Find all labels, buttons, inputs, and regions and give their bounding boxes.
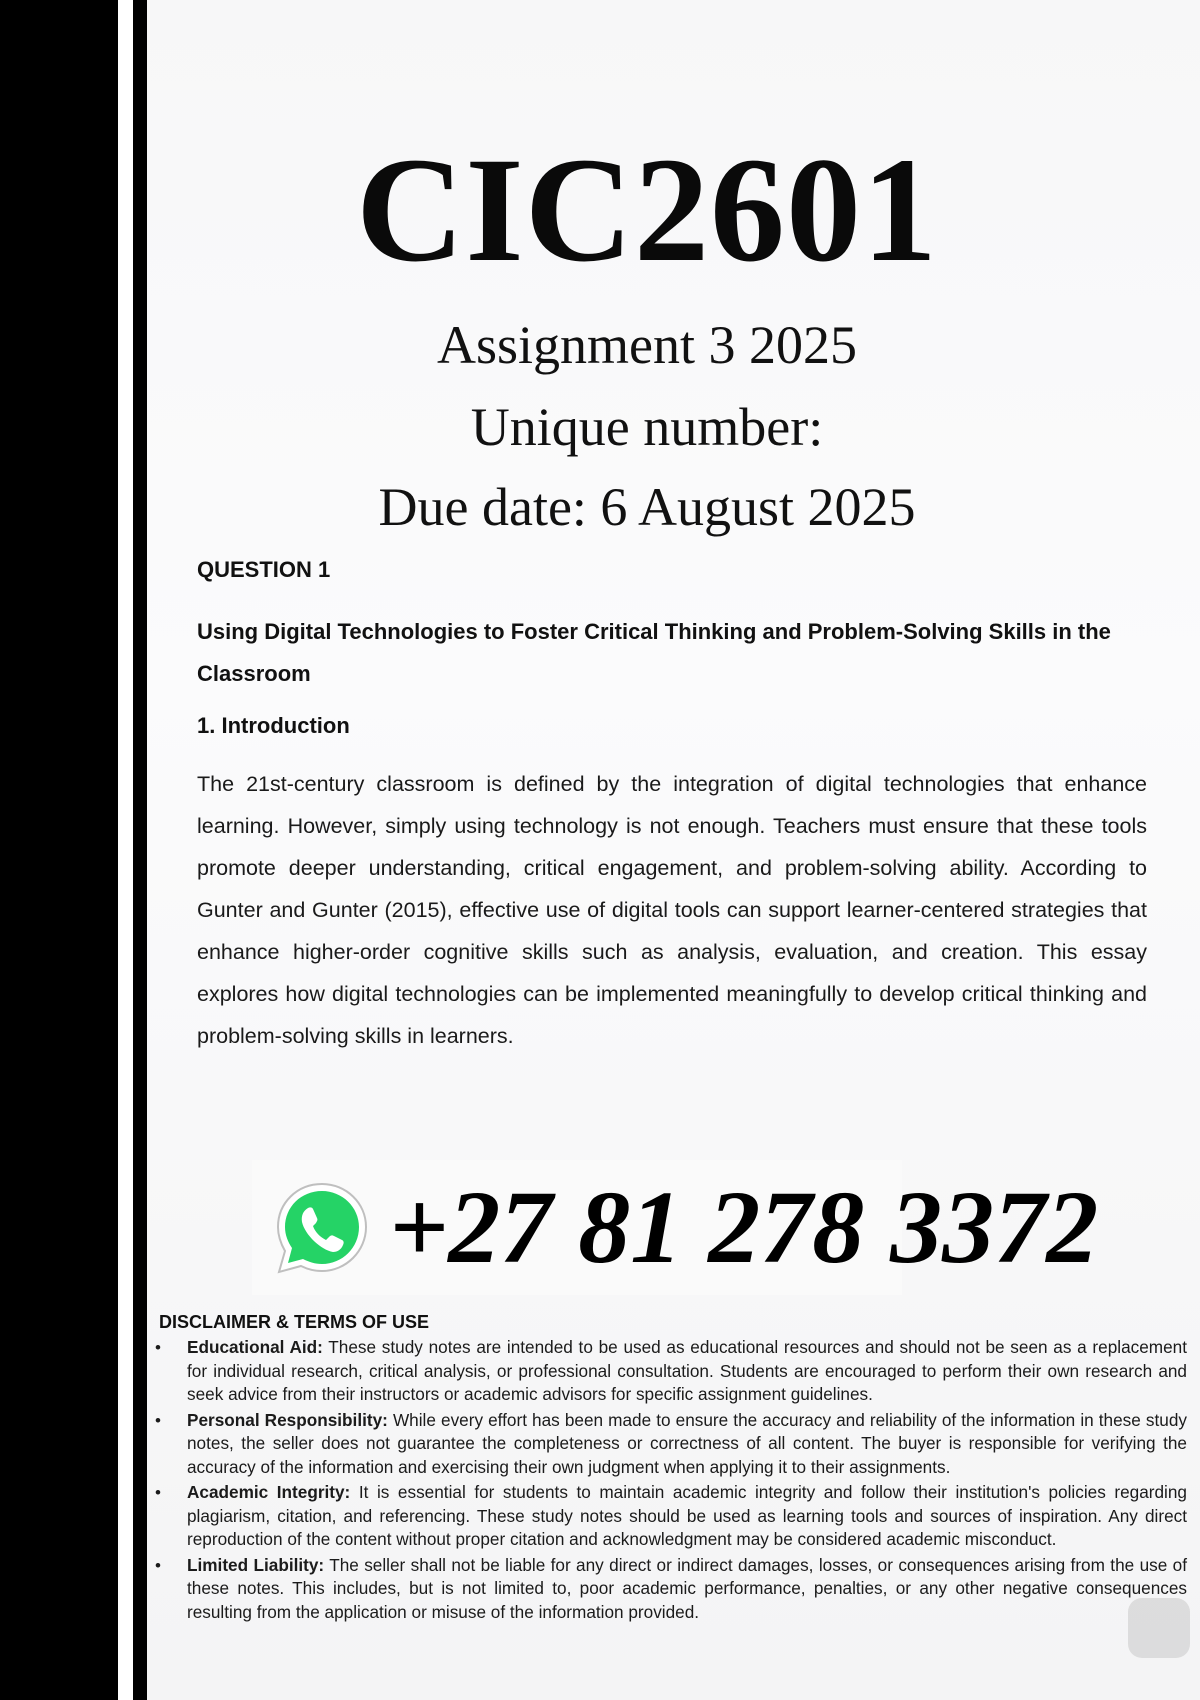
whatsapp-icon (272, 1178, 372, 1278)
introduction-heading: 1. Introduction (197, 713, 350, 738)
disclaimer-list (155, 1336, 1187, 1626)
bullet-icon: • (155, 1555, 161, 1575)
introduction-paragraph: The 21st-century classroom is defined by the integration of digital technologies that enhance learning. However, simply using technology is not enough. Teachers must ensure that these tools promote deeper understanding, critical engagement, and problem-solving ability. According to Gunter and Gunter (2015), effective use of digital tools can support learner-centered strategies that enhance higher-order cognitive skills such as analysis, evaluation, and creation. This essay explores how digital technologies can be implemented meaningfully to develop critical thinking and problem-solving skills in learners. (197, 772, 1147, 1048)
disclaimer-item-heading: Academic Integrity: (187, 1482, 351, 1502)
disclaimer-item-heading: Educational Aid: (187, 1337, 323, 1357)
course-code: CIC2601 (355, 127, 939, 293)
bullet-icon: • (155, 1483, 161, 1502)
list-item (155, 1481, 1187, 1552)
unique-number-label: Unique number: (470, 397, 824, 457)
bullet-icon: • (155, 1338, 161, 1357)
disclaimer-item-heading: Limited Liability: (187, 1554, 325, 1575)
corner-overlay-badge[interactable] (1128, 1598, 1190, 1658)
disclaimer-item-heading: Personal Responsibility: (187, 1409, 388, 1430)
bullet-icon: • (155, 1410, 161, 1430)
contact-phone-number: +27 81 278 3372 (389, 1170, 1099, 1285)
list-item (155, 1336, 1187, 1407)
question-label: QUESTION 1 (197, 557, 331, 582)
list-item (155, 1554, 1187, 1625)
list-item (155, 1409, 1187, 1480)
disclaimer-item-text: The seller shall not be liable for any direct or indirect damages, losses, or consequences arising from the use of these notes. This includes, but is not limited to, poor academic performance, penalties, or any other negative consequences resulting from the application or misuse of the information provided. (187, 1554, 1187, 1622)
left-white-gap (118, 0, 133, 1700)
assignment-title: Assignment 3 2025 (436, 315, 857, 375)
left-thin-bar (133, 0, 147, 1700)
question-title: Using Digital Technologies to Foster Critical Thinking and Problem-Solving Skills in the Classroom (197, 619, 1111, 686)
disclaimer-item-text: These study notes are intended to be used as educational resources and should not be seen as a replacement for individual research, critical analysis, or professional consultation. Students are encouraged to perform their own research and seek advice from their instructors or academic advisors for specific assignment guidelines. (187, 1337, 1187, 1404)
left-black-band (0, 0, 118, 1700)
disclaimer-item-text: While every effort has been made to ensure the accuracy and reliability of the information in these study notes, the seller does not guarantee the completeness or correctness of all content. The buyer is responsible for verifying the accuracy of the information and exercising their own judgment when applying it to their assignments. (187, 1409, 1187, 1477)
document-page (147, 0, 1200, 1700)
disclaimer-item-text: It is essential for students to maintain academic integrity and follow their institution's policies regarding plagiarism, citation, and referencing. These study notes should be used as learning tools and sources of inspiration. Any direct reproduction of the content without proper citation and acknowledgment may be considered academic misconduct. (187, 1482, 1187, 1549)
due-date: Due date: 6 August 2025 (378, 477, 916, 537)
disclaimer-title: DISCLAIMER & TERMS OF USE (159, 1312, 430, 1332)
